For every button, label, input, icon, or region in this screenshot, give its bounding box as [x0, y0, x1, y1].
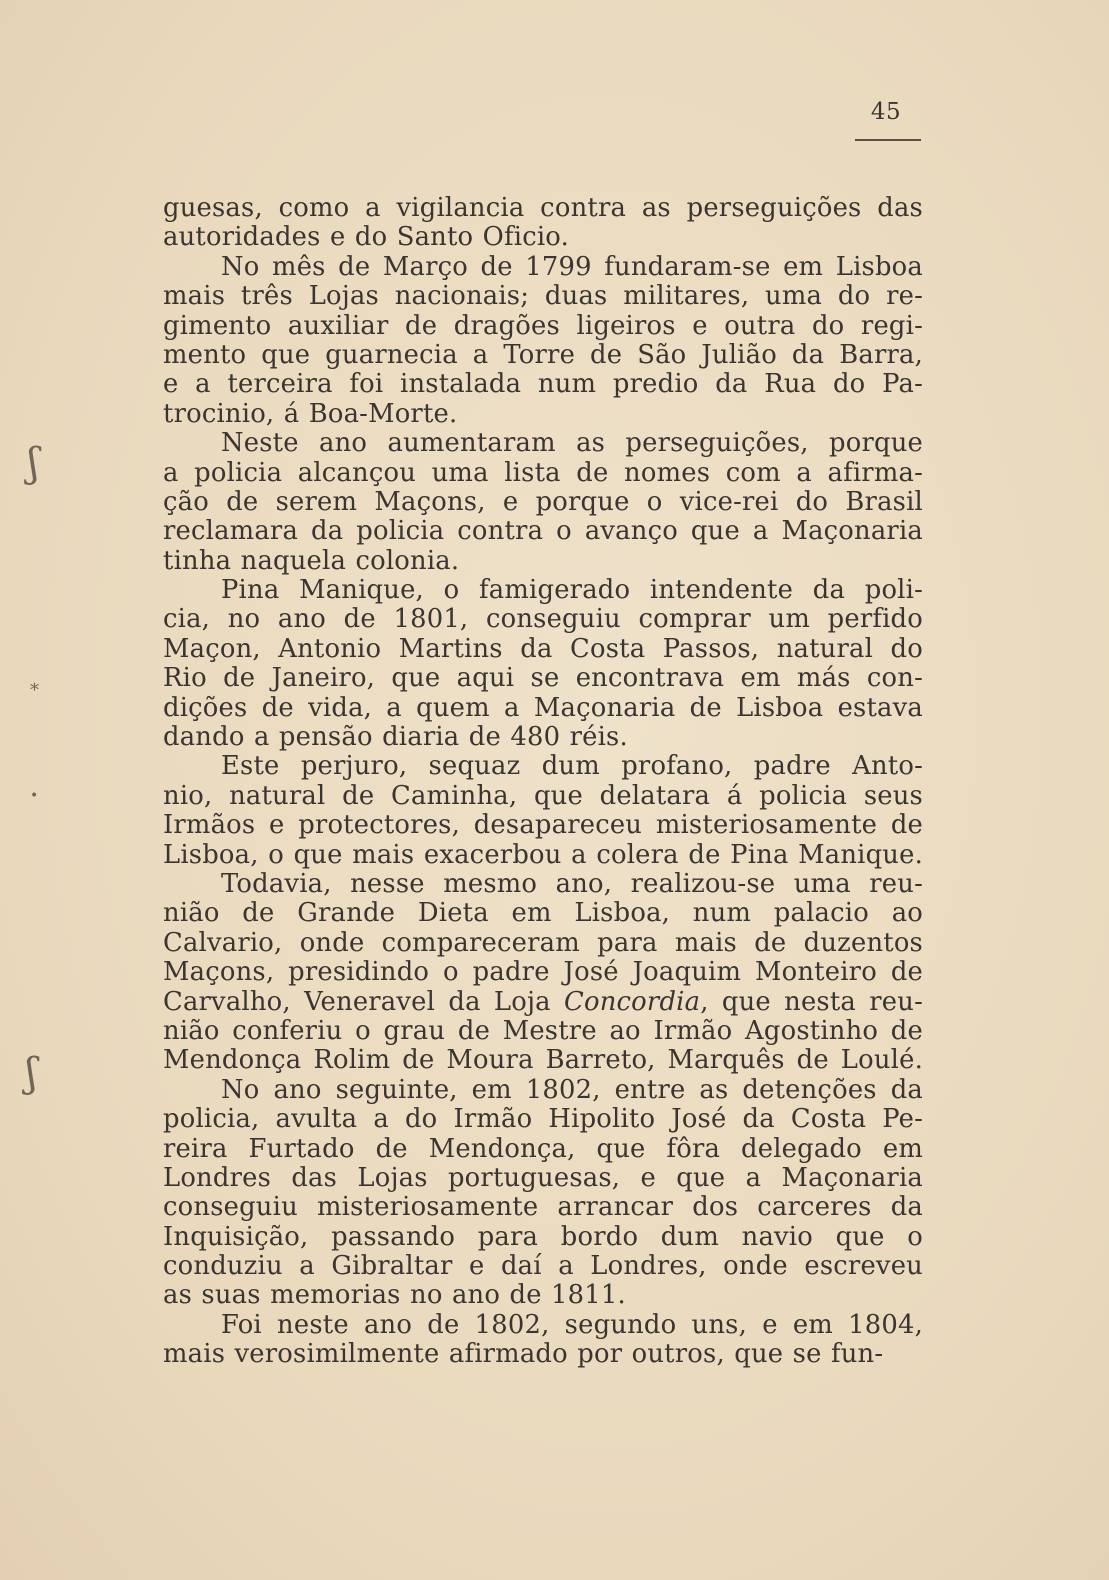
text-line: cia, no ano de 1801, conseguiu comprar um perfido — [163, 604, 923, 635]
text-line: Pina Manique, o famigerado intendente da poli- — [221, 575, 923, 606]
text-line: nião de Grande Dieta em Lisboa, num palacio ao — [163, 898, 923, 929]
text-line: Maçon, Antonio Martins da Costa Passos, natural do — [163, 633, 923, 664]
margin-pencil-mark: ʃ — [28, 440, 39, 486]
text-line: as suas memorias no ano de 1811. — [163, 1280, 626, 1311]
text-line: mento que guarnecia a Torre de São Julião da Barra, — [163, 339, 923, 370]
text-line: ção de serem Maçons, e porque o vice-rei do Brasil — [163, 486, 923, 517]
text-line: conduziu a Gibraltar e daí a Londres, onde escreveu — [163, 1251, 923, 1282]
text-line: Calvario, onde compareceram para mais de duzentos — [163, 927, 923, 958]
text-line: Mendonça Rolim de Moura Barreto, Marquês de Loulé. — [163, 1045, 923, 1076]
page-number: 45 — [870, 99, 902, 125]
body-text — [163, 194, 923, 1370]
text-line: Foi neste ano de 1802, segundo uns, e em 1804, — [221, 1309, 923, 1340]
text-line: guesas, como a vigilancia contra as perseguições das — [163, 193, 923, 223]
text-line: autoridades e do Santo Oficio. — [163, 222, 569, 253]
margin-pencil-mark: • — [30, 788, 39, 804]
text-line: reira Furtado de Mendonça, que fôra delegado em — [163, 1133, 923, 1164]
text-line: Londres das Lojas portuguesas, e que a Maçonaria — [163, 1162, 923, 1193]
text-line: Neste ano aumentaram as perseguições, porque — [221, 428, 923, 459]
text-line: Maçons, presidindo o padre José Joaquim Monteiro de — [163, 957, 923, 988]
italic-title: Concordia — [564, 986, 701, 1017]
text-line: nião conferiu o grau de Mestre ao Irmão Agostinho de — [163, 1015, 923, 1046]
text-line: trocinio, á Boa-Morte. — [163, 398, 458, 429]
text-line: conseguiu misteriosamente arrancar dos carceres da — [163, 1192, 923, 1223]
page-number-rule — [855, 139, 921, 141]
text-line: No mês de Março de 1799 fundaram-se em Lisboa — [221, 251, 923, 282]
text-line: a policia alcançou uma lista de nomes com a afirma- — [163, 457, 923, 488]
text-line: e a terceira foi instalada num predio da Rua do Pa- — [163, 369, 923, 400]
text-line: dando a pensão diaria de 480 réis. — [163, 722, 628, 753]
text-line: Irmãos e protectores, desapareceu misteriosamente de — [163, 810, 923, 841]
text-line: Este perjuro, sequaz dum profano, padre Anto- — [221, 751, 923, 782]
text-line: dições de vida, a quem a Maçonaria de Lisboa estava — [163, 692, 923, 723]
text-line: mais três Lojas nacionais; duas militares, uma do re- — [163, 281, 923, 312]
text-line: Rio de Janeiro, que aqui se encontrava em más con- — [163, 663, 923, 694]
text-line: Carvalho, Veneravel da Loja Concordia, que nesta reu- — [163, 986, 923, 1017]
margin-pencil-mark: * — [30, 680, 39, 701]
text-line: policia, avulta a do Irmão Hipolito José da Costa Pe- — [163, 1104, 923, 1135]
text-line: mais verosimilmente afirmado por outros, que se fun- — [163, 1339, 884, 1370]
text-line: tinha naquela colonia. — [163, 545, 460, 576]
text-line: reclamara da policia contra o avanço que a Maçonaria — [163, 516, 923, 547]
text-line: Todavia, nesse mesmo ano, realizou-se uma reu- — [221, 868, 923, 899]
margin-pencil-mark: ʃ — [26, 1050, 37, 1096]
text-line: Inquisição, passando para bordo dum navio que o — [163, 1221, 923, 1252]
text-line: Lisboa, o que mais exacerbou a colera de Pina Manique. — [163, 839, 923, 870]
text-line: nio, natural de Caminha, que delatara á policia seus — [163, 780, 923, 811]
text-line: gimento auxiliar de dragões ligeiros e outra do regi- — [163, 310, 923, 341]
text-line: No ano seguinte, em 1802, entre as detenções da — [221, 1074, 923, 1105]
